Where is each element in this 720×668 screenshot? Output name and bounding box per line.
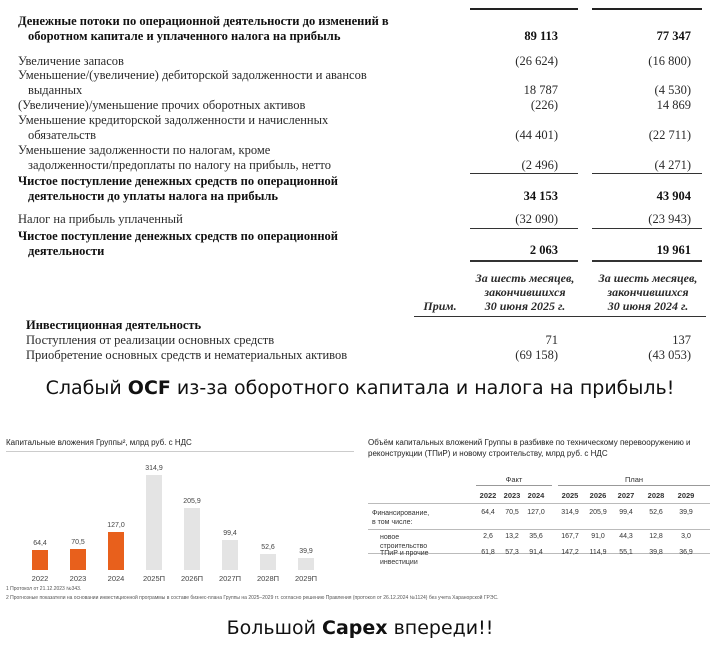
cell-value: 39,8 <box>649 549 663 556</box>
x-tick-label: 2024 <box>107 574 125 583</box>
row-label: новое строительство <box>380 534 428 550</box>
cell-value: 52,6 <box>649 509 663 516</box>
year-header: 2029 <box>677 491 695 500</box>
fact-rule <box>476 485 552 486</box>
bar-2024 <box>108 532 124 570</box>
cell-value: 44,3 <box>619 533 633 540</box>
cell-value: 12,8 <box>649 533 663 540</box>
x-tick-label: 2028П <box>256 574 280 583</box>
header-rule <box>414 316 706 317</box>
footnote: 2 Прогнозные показатели на основании инвестиционной программы в составе бизнес-плана Группы на 2025–2029 гг. согласно решению Правления (протокол от 26.12.2024 №1124) без учета Харанорской ГРЭС. <box>6 595 499 601</box>
fact-label: Факт <box>505 475 523 484</box>
subtotal-rule <box>592 173 702 174</box>
note-header: Прим. <box>423 299 457 313</box>
bar-2022 <box>32 550 48 570</box>
plan-label: План <box>624 475 644 484</box>
cell-value: 36,9 <box>679 549 693 556</box>
capex-table <box>368 487 716 577</box>
cell-value: 114,9 <box>589 549 607 556</box>
bar-value-label: 314,9 <box>145 464 163 472</box>
bar-value-label: 205,9 <box>183 497 201 505</box>
bar-value-label: 64,4 <box>33 540 47 548</box>
cell-value: 91,4 <box>529 549 543 556</box>
subtotal-rule <box>470 228 578 229</box>
total-rule <box>470 260 578 262</box>
row-label: Финансирование, в том числе: <box>372 510 430 526</box>
subtotal-rule <box>470 173 578 174</box>
capex-table-panel <box>368 437 716 577</box>
bar-value-label: 99,4 <box>223 529 237 537</box>
x-tick-label: 2022 <box>31 574 49 583</box>
chart-title: Капитальные вложения Группы², млрд руб. с НДС <box>6 438 192 447</box>
caption-capex: Большой Capex впереди!! <box>226 617 494 639</box>
cell-value: 99,4 <box>619 509 633 516</box>
bar-value-label: 70,5 <box>71 538 85 546</box>
x-tick-label: 2026П <box>180 574 204 583</box>
bar-2025П <box>146 475 162 570</box>
x-tick-label: 2025П <box>142 574 166 583</box>
cell-value: 147,2 <box>561 549 579 556</box>
footnote: 1 Протокол от 21.12.2023 №343. <box>6 586 82 592</box>
cell-value: 39,9 <box>679 509 693 516</box>
total-rule <box>592 260 702 262</box>
year-header: 2022 <box>479 491 497 500</box>
cell-value: 314,9 <box>561 509 579 516</box>
column-header-2025: За шесть месяцев, закончившихся 30 июня 2025 г. <box>475 271 575 313</box>
bar-2028П <box>260 554 276 570</box>
table-rule <box>368 503 710 504</box>
column-header-2024: За шесть месяцев, закончившихся 30 июня 2024 г. <box>598 271 698 313</box>
cell-value: 35,6 <box>529 533 543 540</box>
bar-value-label: 39,9 <box>299 547 313 555</box>
x-tick-label: 2027П <box>218 574 242 583</box>
bar-value-label: 127,0 <box>107 521 125 529</box>
year-header: 2028 <box>647 491 665 500</box>
cell-value: 91,0 <box>591 533 605 540</box>
cell-value: 55,1 <box>619 549 633 556</box>
year-header: 2024 <box>527 491 545 500</box>
year-header: 2023 <box>503 491 521 500</box>
cell-value: 57,3 <box>505 549 519 556</box>
subtotal-rule <box>592 228 702 229</box>
plan-rule <box>558 485 710 486</box>
bar-value-label: 52,6 <box>261 544 275 552</box>
cell-value: 70,5 <box>505 509 519 516</box>
cell-value: 3,0 <box>681 533 691 540</box>
bar-2027П <box>222 540 238 570</box>
column-rule-2025 <box>470 8 578 10</box>
year-header: 2025 <box>561 491 579 500</box>
x-tick-label: 2029П <box>294 574 318 583</box>
table-title: Объём капитальных вложений Группы в разбивке по техническому перевооружению и реконструкции (ТПиР) и новому строительству, млрд руб. с НДС <box>368 438 691 458</box>
cell-value: 61,8 <box>481 549 495 556</box>
caption-ocf: Слабый OCF из-за оборотного капитала и налога на прибыль! <box>45 377 675 399</box>
bar-2023 <box>70 549 86 570</box>
year-header: 2027 <box>617 491 635 500</box>
cell-value: 13,2 <box>505 533 519 540</box>
bar-2026П <box>184 508 200 570</box>
cell-value: 2,6 <box>483 533 493 540</box>
bar-2029П <box>298 558 314 570</box>
bar-area <box>6 432 356 610</box>
year-header: 2026 <box>589 491 607 500</box>
cell-value: 64,4 <box>481 509 495 516</box>
cell-value: 127,0 <box>527 509 545 516</box>
row-label: ТПиР и прочие инвестиции <box>380 550 429 566</box>
x-tick-label: 2023 <box>69 574 87 583</box>
column-rule-2024 <box>592 8 702 10</box>
cell-value: 205,9 <box>589 509 607 516</box>
table-rule <box>368 529 710 530</box>
cell-value: 167,7 <box>561 533 579 540</box>
